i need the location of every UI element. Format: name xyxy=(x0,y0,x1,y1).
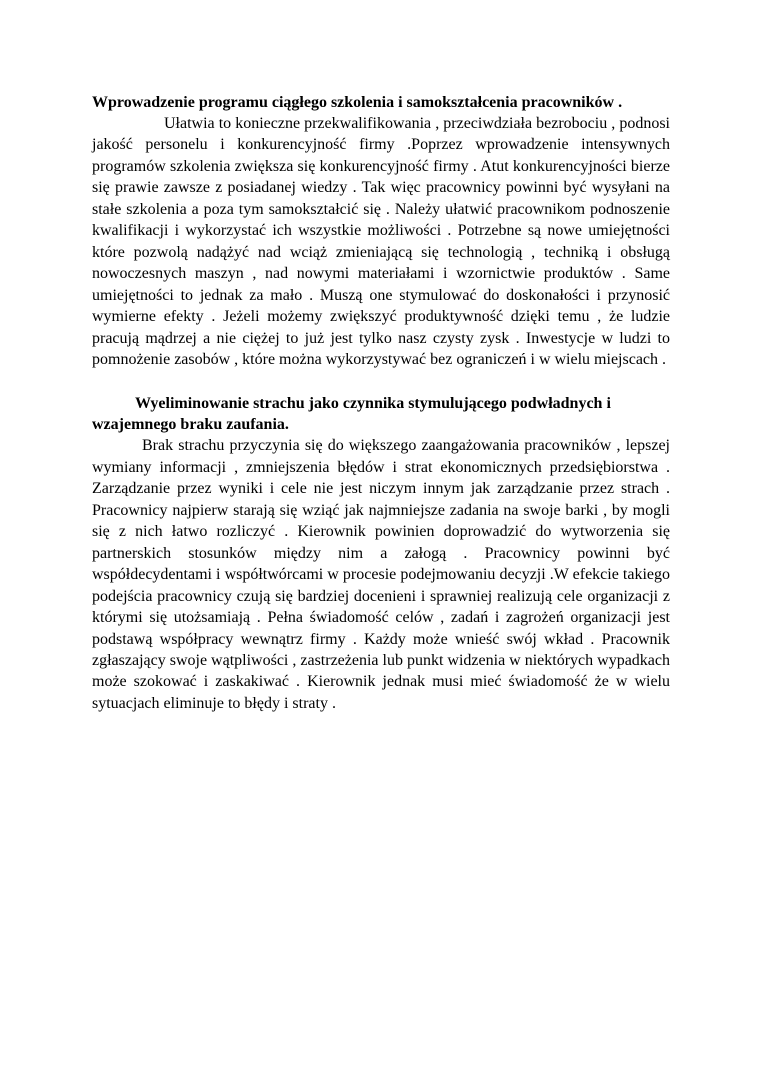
document-page xyxy=(92,92,670,714)
paragraph-training: Ułatwia to konieczne przekwalifikowania , przeciwdziała bezrobociu , podnosi jakość personelu i konkurencyjność firmy .Poprzez wprowadzenie intensywnych programów szkolenia zwiększa się konkurencyjność firmy . Atut konkurencyjności bierze się prawie zawsze z posiadanej wiedzy . Tak więc pracownicy powinni być wysyłani na stałe szkolenia a poza tym samokształcić się . Należy ułatwić pracownikom podnoszenie kwalifikacji i wykorzystać ich wszystkie możliwości . Potrzebne są nowe umiejętności które pozwolą nadążyć nad wciąż zmieniającą się technologią , techniką i obsługą nowoczesnych maszyn , nad nowymi materiałami i wzornictwie produktów . Same umiejętności to jednak za mało . Muszą one stymulować do doskonałości i przynosić wymierne efekty . Jeżeli możemy zwiększyć produktywność dzięki temu , że ludzie pracują mądrzej a nie ciężej to już jest tylko nasz czysty zysk . Inwestycje w ludzi to pomnożenie zasobów , które można wykorzystywać bez ograniczeń i w wielu miejscach . xyxy=(92,115,670,368)
paragraph-fear: Brak strachu przyczynia się do większego zaangażowania pracowników , lepszej wymiany informacji , zmniejszenia błędów i strat ekonomicznych przedsiębiorstwa . Zarządzanie przez wyniki i cele nie jest niczym innym jak zarządzanie przez strach . Pracownicy najpierw starają się wziąć jak najmniejsze zadania na swoje barki , by mogli się z nich łatwo rozliczyć . Kierownik powinien doprowadzić do wytworzenia się partnerskich stosunków między nim a załogą . Pracownicy powinni być współdecydentami i współtwórcami w procesie podejmowaniu decyzji .W efekcie takiego podejścia pracownicy czują się bardziej docenieni i sprawniej realizują cele organizacji z którymi się utożsamiają . Pełna świadomość celów , zadań i zagrożeń organizacji jest podstawą współpracy wewnątrz firmy . Każdy może wnieść swój wkład . Pracownik zgłaszający swoje wątpliwości , zastrzeżenia lub punkt widzenia w niektórych wypadkach może szokować i zaskakiwać . Kierownik jednak musi mieć świadomość że w wielu sytuacjach eliminuje to błędy i straty . xyxy=(92,437,671,712)
section-heading-fear: Wyeliminowanie strachu jako czynnika stymulującego podwładnych i wzajemnego braku zaufania. xyxy=(92,395,611,434)
section-heading-training: Wprowadzenie programu ciągłego szkolenia i samokształcenia pracowników . xyxy=(92,94,623,111)
